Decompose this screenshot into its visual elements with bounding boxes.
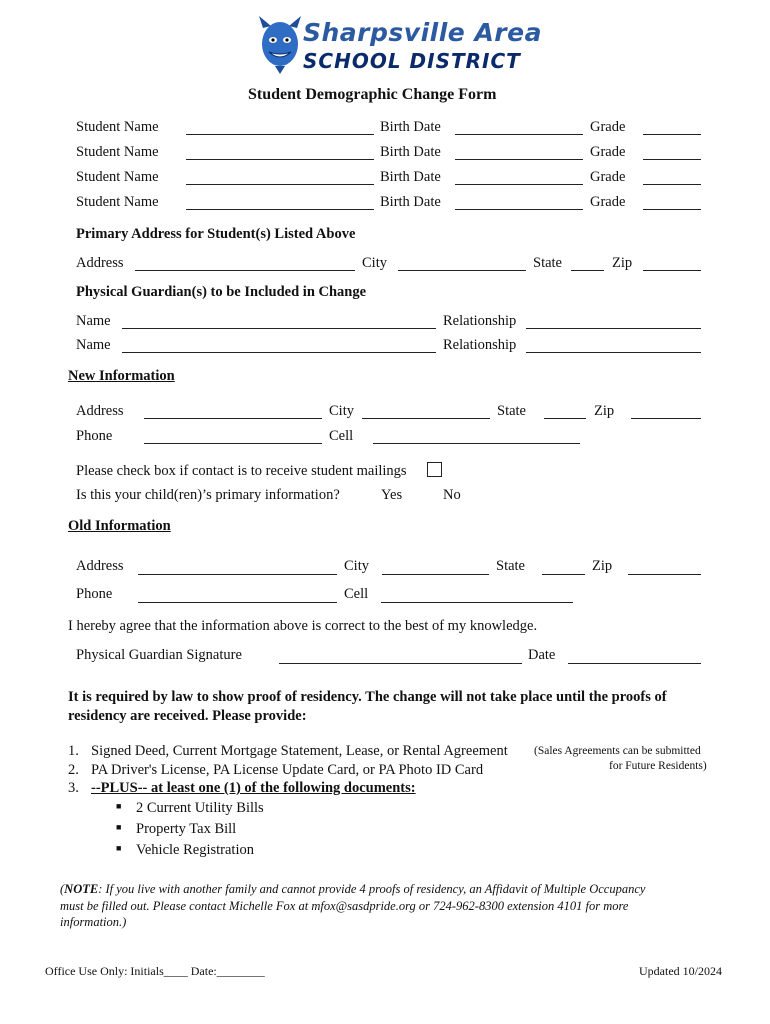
- list-item-plus: --PLUS-- at least one (1) of the following documents:: [91, 780, 416, 796]
- mailings-question: Please check box if contact is to receive student mailings: [76, 463, 407, 479]
- old-info-heading: Old Information: [68, 518, 171, 534]
- primary-info-question: Is this your child(ren)’s primary information?: [76, 487, 340, 503]
- grade-field[interactable]: [643, 134, 701, 135]
- old-cell-field[interactable]: [381, 602, 573, 603]
- sales-note-line2: for Future Residents): [609, 760, 707, 772]
- district-logo: [255, 14, 545, 84]
- logo-line1: Sharpsville Area: [303, 18, 542, 47]
- old-zip-label: Zip: [592, 558, 613, 574]
- date-label: Date: [528, 647, 556, 663]
- sales-note-line1: (Sales Agreements can be submitted: [534, 745, 701, 757]
- student-name-label: Student Name: [76, 169, 159, 185]
- guardian-name-label: Name: [76, 337, 111, 353]
- birth-date-field[interactable]: [455, 134, 583, 135]
- address-field[interactable]: [135, 270, 355, 271]
- list-number: 1.: [68, 743, 79, 759]
- old-state-field[interactable]: [542, 574, 585, 575]
- new-cell-field[interactable]: [373, 443, 580, 444]
- birth-date-field[interactable]: [455, 159, 583, 160]
- grade-field[interactable]: [643, 159, 701, 160]
- relationship-label: Relationship: [443, 337, 517, 353]
- student-name-label: Student Name: [76, 144, 159, 160]
- agreement-text: I hereby agree that the information above is correct to the best of my knowledge.: [68, 618, 538, 634]
- old-phone-field[interactable]: [138, 602, 337, 603]
- new-info-heading: New Information: [68, 368, 175, 384]
- bullet-vehicle-registration: Vehicle Registration: [136, 842, 254, 858]
- bullet-property-tax: Property Tax Bill: [136, 821, 237, 837]
- list-number: 3.: [68, 780, 79, 796]
- guardian-name-field[interactable]: [122, 328, 436, 329]
- bullet-icon: ■: [116, 843, 122, 853]
- note-line2: must be filled out. Please contact Michelle Fox at mfox@sasdpride.org or 724-962-8300 extension 4101 for more: [60, 899, 629, 913]
- birth-date-label: Birth Date: [380, 194, 441, 210]
- address-label: Address: [76, 255, 124, 271]
- birth-date-label: Birth Date: [380, 119, 441, 135]
- note-label: NOTE: [64, 882, 99, 896]
- signature-label: Physical Guardian Signature: [76, 647, 242, 663]
- guardian-name-label: Name: [76, 313, 111, 329]
- note-line3: information.): [60, 915, 127, 929]
- bullet-icon: ■: [116, 801, 122, 811]
- date-field[interactable]: [568, 663, 701, 664]
- signature-field[interactable]: [279, 663, 522, 664]
- new-state-field[interactable]: [544, 418, 586, 419]
- mailings-checkbox[interactable]: [427, 462, 442, 477]
- bullet-icon: ■: [116, 822, 122, 832]
- list-number: 2.: [68, 762, 79, 778]
- new-phone-label: Phone: [76, 428, 113, 444]
- birth-date-field[interactable]: [455, 209, 583, 210]
- no-option[interactable]: No: [443, 487, 461, 503]
- new-zip-label: Zip: [594, 403, 615, 419]
- office-use-text: Office Use Only: Initials____ Date:________: [45, 964, 265, 978]
- page-title: Student Demographic Change Form: [248, 86, 497, 103]
- relationship-field[interactable]: [526, 352, 701, 353]
- grade-field[interactable]: [643, 184, 701, 185]
- birth-date-label: Birth Date: [380, 169, 441, 185]
- student-name-field[interactable]: [186, 159, 374, 160]
- relationship-field[interactable]: [526, 328, 701, 329]
- bullet-utility-bills: 2 Current Utility Bills: [136, 800, 264, 816]
- new-phone-field[interactable]: [144, 443, 322, 444]
- grade-label: Grade: [590, 144, 626, 160]
- old-address-field[interactable]: [138, 574, 337, 575]
- old-address-label: Address: [76, 558, 124, 574]
- old-state-label: State: [496, 558, 525, 574]
- student-name-label: Student Name: [76, 119, 159, 135]
- new-state-label: State: [497, 403, 526, 419]
- guardians-heading: Physical Guardian(s) to be Included in Change: [76, 284, 367, 300]
- city-label: City: [362, 255, 387, 271]
- old-cell-label: Cell: [344, 586, 369, 602]
- student-name-field[interactable]: [186, 209, 374, 210]
- list-item-license: PA Driver's License, PA License Update Card, or PA Photo ID Card: [91, 762, 484, 778]
- list-item-deed: Signed Deed, Current Mortgage Statement, Lease, or Rental Agreement: [91, 743, 508, 759]
- zip-field[interactable]: [643, 270, 701, 271]
- primary-address-heading: Primary Address for Student(s) Listed Above: [76, 226, 356, 242]
- updated-text: Updated 10/2024: [639, 964, 722, 978]
- zip-label: Zip: [612, 255, 633, 271]
- grade-label: Grade: [590, 169, 626, 185]
- blue-devil-mascot-icon: [255, 16, 305, 76]
- grade-field[interactable]: [643, 209, 701, 210]
- student-name-field[interactable]: [186, 184, 374, 185]
- old-city-label: City: [344, 558, 369, 574]
- state-field[interactable]: [571, 270, 604, 271]
- city-field[interactable]: [398, 270, 526, 271]
- note-text: : If you live with another family and cannot provide 4 proofs of residency, an Affidavit of Multiple Occupancy: [98, 882, 646, 896]
- old-zip-field[interactable]: [628, 574, 701, 575]
- student-name-label: Student Name: [76, 194, 159, 210]
- birth-date-label: Birth Date: [380, 144, 441, 160]
- new-address-label: Address: [76, 403, 124, 419]
- yes-option[interactable]: Yes: [381, 487, 403, 503]
- old-city-field[interactable]: [382, 574, 489, 575]
- old-phone-label: Phone: [76, 586, 113, 602]
- relationship-label: Relationship: [443, 313, 517, 329]
- state-label: State: [533, 255, 562, 271]
- residency-text-line1: It is required by law to show proof of residency. The change will not take place until the proofs of: [68, 689, 667, 705]
- residency-text-line2: residency are received. Please provide:: [68, 708, 307, 724]
- grade-label: Grade: [590, 119, 626, 135]
- note-open: (: [60, 882, 65, 896]
- student-name-field[interactable]: [186, 134, 374, 135]
- new-city-label: City: [329, 403, 354, 419]
- new-city-field[interactable]: [362, 418, 490, 419]
- new-cell-label: Cell: [329, 428, 354, 444]
- note-line1: [60, 882, 645, 897]
- logo-line2: SCHOOL DISTRICT: [303, 49, 521, 73]
- birth-date-field[interactable]: [455, 184, 583, 185]
- new-address-field[interactable]: [144, 418, 322, 419]
- grade-label: Grade: [590, 194, 626, 210]
- guardian-name-field[interactable]: [122, 352, 436, 353]
- new-zip-field[interactable]: [631, 418, 701, 419]
